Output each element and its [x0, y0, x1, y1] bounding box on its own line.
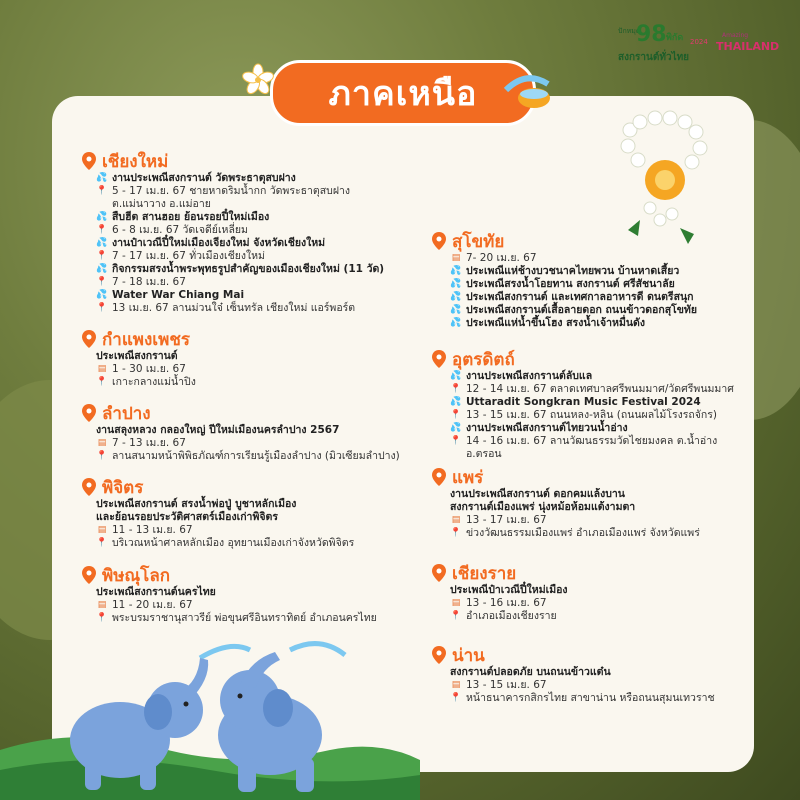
- event-date: 7- 20 เม.ย. 67: [466, 252, 537, 264]
- pin-icon: [82, 566, 96, 584]
- calendar-icon: ▤: [97, 600, 107, 610]
- water-drop-icon: 💦: [450, 397, 462, 407]
- event-name: งานป๋าเวณีปี๋ใหม่เมืองเจียงใหม่ จังหวัดเชียงใหม่: [112, 237, 326, 249]
- event-info: 13 - 15 เม.ย. 67 ถนนหลง-หลิน (ถนนผลไม้โรงรถจักร): [466, 409, 718, 421]
- water-drop-icon: 💦: [96, 212, 108, 222]
- province-lampang: [82, 402, 422, 463]
- event-name: งานประเพณีสงกรานต์ ดอกคมแล้งบาน: [450, 488, 625, 500]
- province-name: เชียงใหม่: [102, 151, 169, 172]
- province-chiangmai: [82, 150, 422, 315]
- water-drop-icon: 💦: [96, 238, 108, 248]
- pin-icon: [432, 564, 446, 582]
- province-nan: [432, 644, 732, 705]
- province-header: [432, 466, 732, 488]
- logo-small-text: ปักหมุด: [618, 27, 641, 35]
- location-icon: 📍: [96, 277, 108, 287]
- event-name: ประเพณีสงกรานต์ สรงน้ำพ่อปู่ บูชาหลักเมือง: [96, 498, 297, 510]
- event-date: 13 - 17 เม.ย. 67: [466, 514, 547, 526]
- event-place: บริเวณหน้าศาลหลักเมือง อุทยานเมืองเก่าจังหวัดพิจิตร: [112, 537, 355, 549]
- event-name: ประเพณีป๋าเวณีปี๋ใหม่เมือง: [450, 584, 568, 596]
- event-info: 6 - 8 เม.ย. 67 วัดเจดีย์เหลี่ยม: [112, 224, 248, 236]
- event-info: 13 เม.ย. 67 ลานม่วนใจ๋ เซ็นทรัล เชียงใหม่ แอร์พอร์ต: [112, 302, 356, 314]
- event-name: งานสลุงหลวง กลองใหญ่ ปีใหม่เมืองนครลำปาง 2567: [96, 424, 340, 436]
- songkran-98-logo: [618, 24, 708, 66]
- province-phitsanulok: [82, 564, 422, 625]
- event-info: 7 - 17 เม.ย. 67 ทั่วเมืองเชียงใหม่: [112, 250, 265, 262]
- event-name: ประเพณีสงกรานต์นครไทย: [96, 586, 216, 598]
- event-place: ลานสนามหน้าพิพิธภัณฑ์การเรียนรู้เมืองลำปาง (มิวเซียมลำปาง): [112, 450, 400, 462]
- province-name: น่าน: [452, 645, 485, 666]
- province-kamphaengphet: [82, 328, 422, 389]
- event-info: 14 - 16 เม.ย. 67 ลานวัฒนธรรมวัดไชยมงคล ต.น้ำอ่าง อ.ตรอน: [466, 435, 718, 460]
- event-name: Uttaradit Songkran Music Festival 2024: [466, 396, 701, 408]
- event-name: ประเพณีสงกรานต์ และเทศกาลอาหารดี ดนตรีสนุก: [466, 291, 694, 303]
- event-name: สืบฮีต สานฮอย ย้อนรอยปี๋ใหม่เมือง: [112, 211, 270, 223]
- pin-icon: [432, 646, 446, 664]
- province-name: อุตรดิตถ์: [452, 349, 515, 370]
- location-icon: 📍: [96, 225, 108, 235]
- location-icon: 📍: [450, 436, 462, 446]
- event-name: สงกรานต์ปลอดภัย บนถนนข้าวแต๋น: [450, 666, 611, 678]
- event-name: ประเพณีสงกรานต์เสื้อลายดอก ถนนข้าวดอกสุโขทัย: [466, 304, 698, 316]
- province-header: [82, 564, 422, 586]
- calendar-icon: ▤: [451, 598, 461, 608]
- province-chiangrai: [432, 562, 732, 623]
- event-date: 11 - 13 เม.ย. 67: [112, 524, 193, 536]
- province-header: [82, 402, 422, 424]
- event-place: เกาะกลางแม่น้ำปิง: [112, 376, 196, 388]
- calendar-icon: ▤: [451, 515, 461, 525]
- logo-word: พิกัด: [666, 33, 684, 43]
- calendar-icon: ▤: [97, 525, 107, 535]
- event-name: ประเพณีแห่ช้างบวชนาคไทยพวน บ้านหาดเสี้ยว: [466, 265, 680, 277]
- elephants-illustration: [0, 630, 420, 800]
- province-header: [432, 644, 732, 666]
- location-icon: 📍: [450, 693, 462, 703]
- calendar-icon: ▤: [451, 680, 461, 690]
- brand-text: THAILAND: [716, 40, 780, 53]
- location-icon: 📍: [96, 451, 108, 461]
- water-drop-icon: 💦: [450, 292, 462, 302]
- province-name: พิษณุโลก: [102, 565, 171, 586]
- water-drop-icon: 💦: [450, 279, 462, 289]
- event-name: งานประเพณีสงกรานต์ไทยวนน้ำอ่าง: [466, 422, 628, 434]
- province-name: กำแพงเพชร: [102, 329, 190, 350]
- water-drop-icon: 💦: [96, 173, 108, 183]
- location-icon: 📍: [96, 251, 108, 261]
- logo-number: 98: [636, 22, 667, 47]
- event-name: ประเพณีสรงน้ำโอยทาน สงกรานต์ ศรีสัชนาลัย: [466, 278, 675, 290]
- province-header: [82, 150, 422, 172]
- province-name: เชียงราย: [452, 563, 517, 584]
- event-date: 11 - 20 เม.ย. 67: [112, 599, 193, 611]
- water-drop-icon: 💦: [450, 318, 462, 328]
- pin-icon: [82, 330, 96, 348]
- event-name: สงกรานต์เมืองแพร่ นุ่งหม้อห้อมแต้งามตา: [450, 501, 636, 513]
- province-name: สุโขทัย: [452, 231, 505, 252]
- event-info: 5 - 17 เม.ย. 67 ชายหาดริมน้ำกก วัดพระธาตุสบฝาง: [112, 185, 351, 197]
- pin-icon: [82, 152, 96, 170]
- amazing-thailand-logo: [712, 32, 782, 62]
- water-drop-icon: 💦: [450, 266, 462, 276]
- jasmine-garland-icon: [610, 110, 720, 260]
- event-date: 1 - 30 เม.ย. 67: [112, 363, 186, 375]
- event-place: พระบรมราชานุสาวรีย์ พ่อขุนศรีอินทราทิตย์ อำเภอนครไทย: [112, 612, 377, 624]
- water-bowl-icon: [496, 70, 556, 114]
- province-header: [82, 476, 422, 498]
- event-name: และย้อนรอยประวัติศาสตร์เมืองเก่าพิจิตร: [96, 511, 278, 523]
- province-header: [432, 562, 732, 584]
- location-icon: 📍: [96, 538, 108, 548]
- location-icon: 📍: [96, 377, 108, 387]
- calendar-icon: ▤: [451, 253, 461, 263]
- location-icon: 📍: [450, 611, 462, 621]
- event-name: งานประเพณีสงกรานต์ลับแล: [466, 370, 593, 382]
- province-phrae: [432, 466, 732, 540]
- brand-top-text: Amazing: [722, 32, 749, 39]
- location-icon: 📍: [96, 613, 108, 623]
- frangipani-icon: [238, 58, 278, 108]
- water-drop-icon: 💦: [450, 305, 462, 315]
- water-drop-icon: 💦: [450, 423, 462, 433]
- event-info: 7 - 18 เม.ย. 67: [112, 276, 186, 288]
- province-name: ลำปาง: [102, 403, 151, 424]
- event-name: ประเพณีสงกรานต์: [96, 350, 178, 362]
- pin-icon: [82, 404, 96, 422]
- location-icon: 📍: [96, 186, 108, 196]
- pin-icon: [432, 232, 446, 250]
- province-name: แพร่: [452, 467, 484, 488]
- event-place: ข่วงวัฒนธรรมเมืองแพร่ อำเภอเมืองแพร่ จังหวัดแพร่: [466, 527, 700, 539]
- province-header: [82, 328, 422, 350]
- event-info: 12 - 14 เม.ย. 67 ตลาดเทศบาลศรีพนมมาศ/วัดศรีพนมมาศ: [466, 383, 734, 395]
- location-icon: 📍: [450, 384, 462, 394]
- location-icon: 📍: [450, 410, 462, 420]
- event-date: 7 - 13 เม.ย. 67: [112, 437, 186, 449]
- event-name: Water War Chiang Mai: [112, 289, 245, 301]
- calendar-icon: ▤: [97, 364, 107, 374]
- province-phichit: [82, 476, 422, 550]
- province-uttaradit: [432, 348, 752, 461]
- pin-icon: [432, 468, 446, 486]
- pin-icon: [432, 350, 446, 368]
- location-icon: 📍: [450, 528, 462, 538]
- page-title: ภาคเหนือ: [270, 60, 536, 126]
- event-place: อำเภอเมืองเชียงราย: [466, 610, 557, 622]
- event-name: งานประเพณีสงกรานต์ วัดพระธาตุสบฝาง: [112, 172, 296, 184]
- event-name: กิจกรรมสรงน้ำพระพุทธรูปสำคัญของเมืองเชียงใหม่ (11 วัด): [112, 263, 385, 275]
- water-drop-icon: 💦: [450, 371, 462, 381]
- event-info: ต.แม่นาวาง อ.แม่อาย: [112, 198, 211, 210]
- location-icon: 📍: [96, 303, 108, 313]
- province-name: พิจิตร: [102, 477, 144, 498]
- pin-icon: [82, 478, 96, 496]
- event-place: หน้าธนาคารกสิกรไทย สาขาน่าน หรือถนนสุมนเทวราช: [466, 692, 715, 704]
- logo-subtitle: สงกรานต์ทั่วไทย: [618, 52, 690, 63]
- province-header: [432, 348, 752, 370]
- logo-year: 2024: [690, 38, 708, 46]
- event-date: 13 - 16 เม.ย. 67: [466, 597, 547, 609]
- event-name: ประเพณีแห่น้ำขึ้นโฮง สรงน้ำเจ้าหมื่นดัง: [466, 317, 645, 329]
- event-date: 13 - 15 เม.ย. 67: [466, 679, 547, 691]
- water-drop-icon: 💦: [96, 290, 108, 300]
- water-drop-icon: 💦: [96, 264, 108, 274]
- calendar-icon: ▤: [97, 438, 107, 448]
